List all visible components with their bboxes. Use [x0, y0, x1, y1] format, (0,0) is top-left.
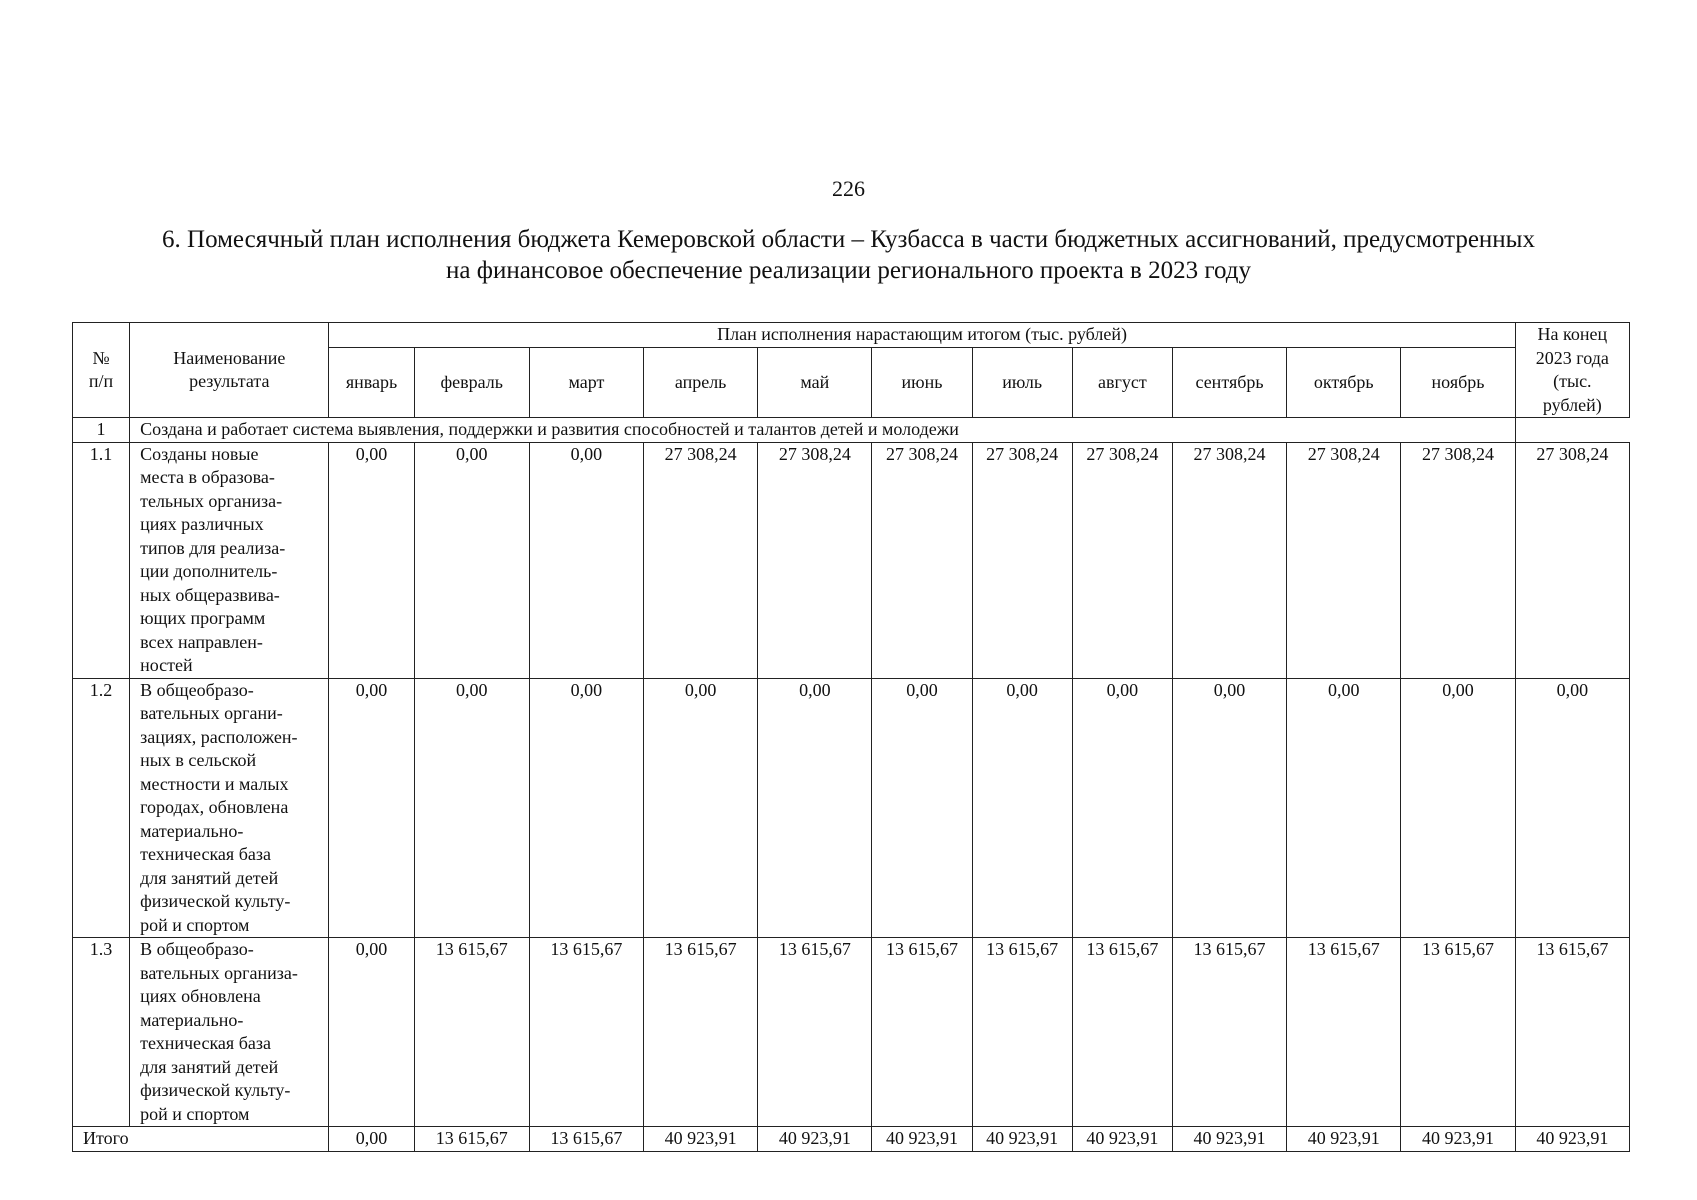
header-number: № п/п — [73, 323, 130, 418]
row-month-value: 27 308,24 — [1401, 442, 1515, 678]
header-result-name: Наименование результата — [130, 323, 329, 418]
row-month-value: 13 615,67 — [872, 938, 972, 1127]
header-month-2: март — [529, 347, 643, 417]
section-title: Создана и работает система выявления, поддержки и развития способностей и талантов детей и молодежи — [130, 418, 1516, 443]
header-month-4: май — [758, 347, 872, 417]
row-month-value: 0,00 — [529, 442, 643, 678]
total-value: 40 923,91 — [1072, 1127, 1172, 1152]
total-value: 13 615,67 — [414, 1127, 529, 1152]
row-result-name: В общеобразо- вательных органи- зациях, расположен- ных в сельской местности и малых городах, обновлена материально- техническая база для занятий детей физической культу- рой и спортом — [130, 678, 329, 938]
header-month-0: январь — [329, 347, 414, 417]
table-row — [73, 678, 1630, 938]
row-month-value: 13 615,67 — [1072, 938, 1172, 1127]
row-month-value: 0,00 — [529, 678, 643, 938]
row-month-value: 27 308,24 — [1172, 442, 1286, 678]
header-month-6: июль — [972, 347, 1072, 417]
row-month-value: 0,00 — [414, 442, 529, 678]
row-month-value: 0,00 — [758, 678, 872, 938]
row-end-of-year-value: 13 615,67 — [1515, 938, 1629, 1127]
row-month-value: 13 615,67 — [644, 938, 758, 1127]
row-month-value: 0,00 — [329, 678, 414, 938]
total-value: 13 615,67 — [529, 1127, 643, 1152]
row-month-value: 0,00 — [1072, 678, 1172, 938]
total-value: 40 923,91 — [1287, 1127, 1401, 1152]
header-month-1: февраль — [414, 347, 529, 417]
row-end-of-year-value: 0,00 — [1515, 678, 1629, 938]
total-label: Итого — [73, 1127, 329, 1152]
total-value: 40 923,91 — [1401, 1127, 1515, 1152]
row-result-name: Созданы новые места в образова- тельных организа- циях различных типов для реализа- ции дополнитель- ных общеразвива- ющих программ всех направлен- ностей — [130, 442, 329, 678]
document-title — [70, 224, 1627, 286]
row-month-value: 13 615,67 — [758, 938, 872, 1127]
budget-plan-table — [72, 322, 1630, 1152]
row-month-value: 0,00 — [644, 678, 758, 938]
section-number: 1 — [73, 418, 130, 443]
table-row — [73, 442, 1630, 678]
total-row — [73, 1127, 1630, 1152]
row-month-value: 13 615,67 — [414, 938, 529, 1127]
table-body — [73, 418, 1630, 1152]
total-value: 40 923,91 — [1515, 1127, 1629, 1152]
row-month-value: 0,00 — [414, 678, 529, 938]
row-month-value: 27 308,24 — [1287, 442, 1401, 678]
row-end-of-year-value: 27 308,24 — [1515, 442, 1629, 678]
row-month-value: 13 615,67 — [529, 938, 643, 1127]
total-value: 40 923,91 — [972, 1127, 1072, 1152]
header-month-3: апрель — [644, 347, 758, 417]
row-month-value: 27 308,24 — [872, 442, 972, 678]
row-result-name: В общеобразо- вательных организа- циях обновлена материально- техническая база для занятий детей физической культу- рой и спортом — [130, 938, 329, 1127]
row-month-value: 0,00 — [1172, 678, 1286, 938]
row-number: 1.3 — [73, 938, 130, 1127]
page-number: 226 — [832, 176, 865, 201]
row-month-value: 27 308,24 — [758, 442, 872, 678]
row-month-value: 0,00 — [1287, 678, 1401, 938]
row-month-value: 0,00 — [972, 678, 1072, 938]
header-row-group — [73, 323, 1630, 348]
header-month-10: ноябрь — [1401, 347, 1515, 417]
total-value: 0,00 — [329, 1127, 414, 1152]
row-month-value: 0,00 — [872, 678, 972, 938]
row-month-value: 27 308,24 — [972, 442, 1072, 678]
row-month-value: 27 308,24 — [644, 442, 758, 678]
row-number: 1.1 — [73, 442, 130, 678]
row-month-value: 13 615,67 — [972, 938, 1072, 1127]
total-value: 40 923,91 — [872, 1127, 972, 1152]
row-month-value: 0,00 — [329, 442, 414, 678]
header-month-5: июнь — [872, 347, 972, 417]
header-plan-group: План исполнения нарастающим итогом (тыс. рублей) — [329, 323, 1515, 348]
document-title-line2: на финансовое обеспечение реализации регионального проекта в 2023 году — [446, 257, 1251, 284]
section-row — [73, 418, 1630, 443]
row-number: 1.2 — [73, 678, 130, 938]
row-month-value: 0,00 — [1401, 678, 1515, 938]
row-month-value: 13 615,67 — [1401, 938, 1515, 1127]
header-month-8: сентябрь — [1172, 347, 1286, 417]
header-end-of-year: На конец 2023 года (тыс. рублей) — [1515, 323, 1629, 418]
header-month-9: октябрь — [1287, 347, 1401, 417]
row-month-value: 0,00 — [329, 938, 414, 1127]
header-month-7: август — [1072, 347, 1172, 417]
row-month-value: 13 615,67 — [1287, 938, 1401, 1127]
total-value: 40 923,91 — [644, 1127, 758, 1152]
total-value: 40 923,91 — [758, 1127, 872, 1152]
total-value: 40 923,91 — [1172, 1127, 1286, 1152]
table-row — [73, 938, 1630, 1127]
row-month-value: 27 308,24 — [1072, 442, 1172, 678]
row-month-value: 13 615,67 — [1172, 938, 1286, 1127]
document-title-line1: 6. Помесячный план исполнения бюджета Кемеровской области – Кузбасса в части бюджетных ассигнований, предусмотренных — [162, 226, 1535, 253]
